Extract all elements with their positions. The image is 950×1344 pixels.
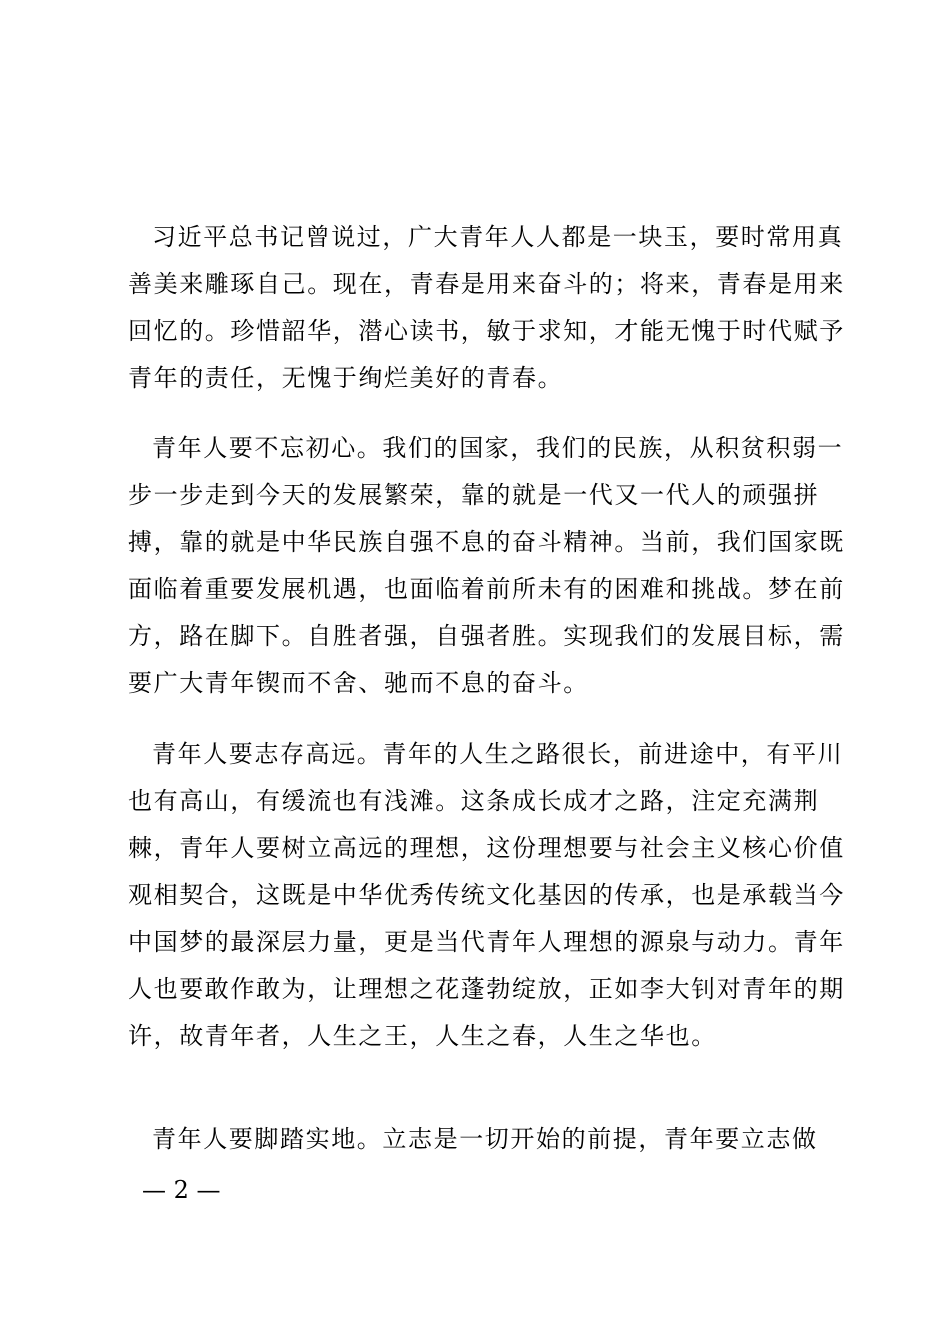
paragraph-3: 青年人要志存高远。青年的人生之路很长，前进途中，有平川也有高山，有缓流也有浅滩。这条成长成才之路，注定充满荆棘，青年人要树立高远的理想，这份理想要与社会主义核心价值观相契合，这既是中华优秀传统文化基因的传承，也是承载当今中国梦的最深层力量，更是当代青年人理想的源泉与动力。青年人也要敢作敢为，让理想之花蓬勃绽放，正如李大钊对青年的期许，故青年者，人生之王，人生之春，人生之华也。 (128, 740, 845, 1050)
paragraph-1: 习近平总书记曾说过，广大青年人人都是一块玉，要时常用真善美来雕琢自己。现在，青春是用来奋斗的；将来，青春是用来回忆的。珍惜韶华，潜心读书，敏于求知，才能无愧于时代赋予青年的责任，无愧于绚烂美好的青春。 (128, 223, 845, 392)
page-number: — 2 — (142, 1176, 221, 1204)
paragraph-2: 青年人要不忘初心。我们的国家，我们的民族，从积贫积弱一步一步走到今天的发展繁荣，靠的就是一代又一代人的顽强拼搏，靠的就是中华民族自强不息的奋斗精神。当前，我们国家既面临着重要发展机遇，也面临着前所未有的困难和挑战。梦在前方，路在脚下。自胜者强，自强者胜。实现我们的发展目标，需要广大青年锲而不舍、驰而不息的奋斗。 (128, 434, 845, 697)
paragraph-4: 青年人要脚踏实地。立志是一切开始的前提，青年要立志做 (152, 1125, 818, 1153)
